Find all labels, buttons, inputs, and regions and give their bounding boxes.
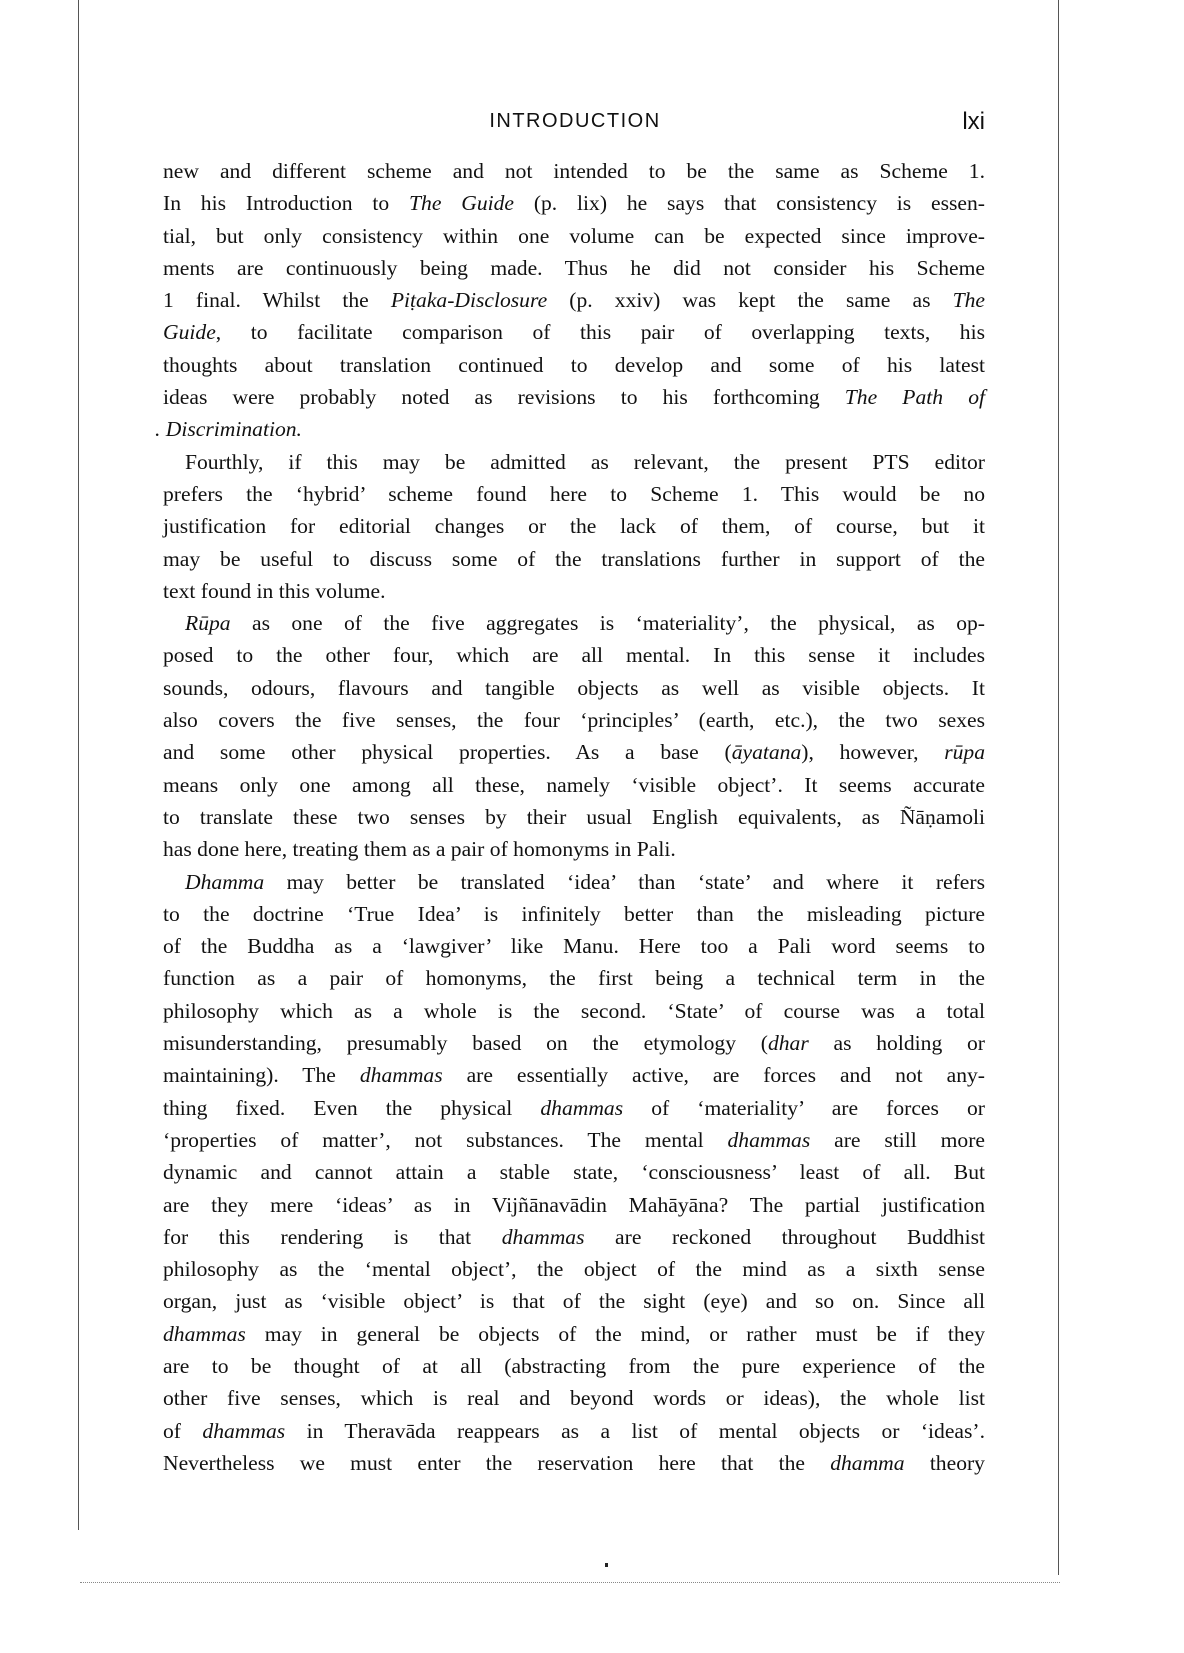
text-segment: ideas were probably noted as revisions to his forthcoming <box>163 385 845 410</box>
text-segment: Fourthly, if this may be admitted as relevant, the present PTS editor <box>185 449 985 474</box>
text-segment: are reckoned throughout Buddhist <box>584 1224 985 1249</box>
text-segment: ‘properties of matter’, not substances. The mental <box>163 1127 728 1152</box>
text-segment: means only one among all these, namely ‘visible object’. It seems accurate <box>163 772 985 797</box>
text-line <box>163 349 985 381</box>
italic-term: Guide <box>163 320 216 345</box>
text-segment: of ‘materiality’ are forces or <box>623 1095 985 1120</box>
text-segment: in Theravāda reappears as a list of mental objects or ‘ideas’. <box>285 1418 985 1443</box>
text-segment: of <box>163 1418 203 1443</box>
text-segment: as holding or <box>808 1031 985 1056</box>
text-line <box>163 187 985 219</box>
text-segment: function as a pair of homonyms, the first being a technical term in the <box>163 966 985 991</box>
text-segment: ), however, <box>801 740 945 765</box>
text-segment: Nevertheless we must enter the reservation here that the <box>163 1450 831 1475</box>
italic-term: dhammas <box>501 1224 585 1249</box>
italic-term: The Guide <box>409 191 514 216</box>
text-line <box>163 930 985 962</box>
text-segment: tial, but only consistency within one volume can be expected since improve- <box>163 223 985 248</box>
text-line <box>163 220 985 252</box>
text-segment: theory <box>904 1450 985 1475</box>
italic-term: dhar <box>767 1031 809 1056</box>
scan-border-bottom <box>80 1582 1060 1583</box>
text-segment: for this rendering is that <box>163 1224 502 1249</box>
text-line <box>163 704 985 736</box>
text-line <box>163 639 985 671</box>
running-title: INTRODUCTION <box>489 110 661 132</box>
text-segment: other five senses, which is real and beyond words or ideas), the whole list <box>163 1386 985 1411</box>
italic-term: āyatana <box>731 740 802 765</box>
text-segment: thoughts about translation continued to develop and some of his latest <box>163 352 985 377</box>
scan-speck <box>605 1563 608 1567</box>
text-segment: philosophy which as a whole is the second. ‘State’ of course was a total <box>163 998 985 1023</box>
text-segment: (p. lix) he says that consistency is essen- <box>514 191 985 216</box>
text-segment: 1 final. Whilst the <box>163 288 391 313</box>
text-line <box>163 381 985 413</box>
italic-term: Rūpa <box>185 611 231 636</box>
italic-term: Piṭaka-Disclosure <box>390 288 548 313</box>
text-line <box>163 316 985 348</box>
text-line <box>163 898 985 930</box>
text-segment: ments are continuously being made. Thus he did not consider his Scheme <box>163 255 985 280</box>
italic-term: rūpa <box>944 740 986 765</box>
text-line <box>163 478 985 510</box>
text-line <box>163 284 985 316</box>
text-segment: , to facilitate comparison of this pair of overlapping texts, his <box>215 320 985 345</box>
text-line <box>163 1221 985 1253</box>
text-line <box>163 1318 985 1350</box>
text-line <box>163 1027 985 1059</box>
text-line <box>163 446 985 478</box>
text-segment: (p. xxiv) was kept the same as <box>547 288 953 313</box>
text-line <box>163 1253 985 1285</box>
page-number: lxi <box>962 108 985 135</box>
italic-term: Dhamma <box>185 869 265 894</box>
italic-term: dhammas <box>727 1127 811 1152</box>
running-head <box>160 110 990 140</box>
text-line <box>163 1124 985 1156</box>
text-segment: justification for editorial changes or the lack of them, of course, but it <box>163 514 985 539</box>
text-segment: philosophy as the ‘mental object’, the object of the mind as a sixth sense <box>163 1257 985 1282</box>
italic-term: dhammas <box>163 1321 246 1346</box>
text-segment: are to be thought of at all (abstracting from the pure experience of the <box>163 1353 985 1378</box>
text-line <box>163 1189 985 1221</box>
text-line <box>163 962 985 994</box>
text-segment: dynamic and cannot attain a stable state, ‘consciousness’ least of all. But <box>163 1160 985 1185</box>
text-segment: In his Introduction to <box>163 191 410 216</box>
text-line <box>163 575 985 607</box>
text-segment: sounds, odours, flavours and tangible objects as well as visible objects. It <box>163 675 985 700</box>
text-line <box>163 510 985 542</box>
text-segment: to the doctrine ‘True Idea’ is infinitely better than the misleading picture <box>163 901 985 926</box>
text-line <box>163 1059 985 1091</box>
text-segment: as one of the five aggregates is ‘materiality’, the physical, as op- <box>230 611 985 636</box>
text-line <box>163 672 985 704</box>
scan-border-right <box>1058 0 1059 1575</box>
text-segment: misunderstanding, presumably based on the etymology ( <box>163 1031 768 1056</box>
italic-term: dhamma <box>830 1450 905 1475</box>
italic-term: The Path of <box>844 385 985 410</box>
text-line <box>163 866 985 898</box>
text-segment: may better be translated ‘idea’ than ‘state’ and where it refers <box>264 869 985 894</box>
text-segment: organ, just as ‘visible object’ is that of the sight (eye) and so on. Since all <box>163 1289 985 1314</box>
italic-term: . Discrimination. <box>155 417 302 442</box>
text-line <box>155 413 985 445</box>
text-segment: of the Buddha as a ‘lawgiver’ like Manu. Here too a Pali word seems to <box>163 934 985 959</box>
text-line <box>163 1415 985 1447</box>
text-line <box>163 1382 985 1414</box>
text-segment: maintaining). The <box>163 1063 360 1088</box>
text-line <box>163 1350 985 1382</box>
text-segment: may be useful to discuss some of the translations further in support of the <box>163 546 985 571</box>
italic-term: dhammas <box>359 1063 443 1088</box>
text-segment: thing fixed. Even the physical <box>163 1095 541 1120</box>
text-segment: posed to the other four, which are all mental. In this sense it includes <box>163 643 985 668</box>
text-line <box>163 833 985 865</box>
text-line <box>163 252 985 284</box>
text-segment: text found in this volume. <box>163 578 386 603</box>
text-line <box>163 995 985 1027</box>
text-line <box>163 1285 985 1317</box>
text-segment: are still more <box>810 1127 985 1152</box>
text-line <box>163 1447 985 1479</box>
text-line <box>163 155 985 187</box>
body-text <box>155 155 986 1479</box>
text-segment: prefers the ‘hybrid’ scheme found here to Scheme 1. This would be no <box>163 481 985 506</box>
italic-term: dhammas <box>540 1095 624 1120</box>
text-line <box>163 543 985 575</box>
text-line <box>163 1156 985 1188</box>
text-segment: to translate these two senses by their usual English equivalents, as Ñāṇamoli <box>163 804 985 829</box>
text-segment: has done here, treating them as a pair of homonyms in Pali. <box>163 837 676 862</box>
italic-term: The <box>952 288 985 313</box>
text-segment: are essentially active, are forces and not any- <box>442 1063 985 1088</box>
text-segment: new and different scheme and not intended to be the same as Scheme 1. <box>163 159 985 183</box>
text-line <box>163 769 985 801</box>
text-segment: are they mere ‘ideas’ as in Vijñānavādin Mahāyāna? The partial justification <box>163 1192 985 1217</box>
text-segment: and some other physical properties. As a base ( <box>163 740 732 765</box>
text-line <box>163 1092 985 1124</box>
text-segment: also covers the five senses, the four ‘principles’ (earth, etc.), the two sexes <box>163 708 985 733</box>
text-line <box>163 801 985 833</box>
scan-border-left <box>78 0 79 1530</box>
text-line <box>163 736 985 768</box>
text-segment: may in general be objects of the mind, or rather must be if they <box>245 1321 985 1346</box>
italic-term: dhammas <box>202 1418 286 1443</box>
text-line <box>163 607 985 639</box>
